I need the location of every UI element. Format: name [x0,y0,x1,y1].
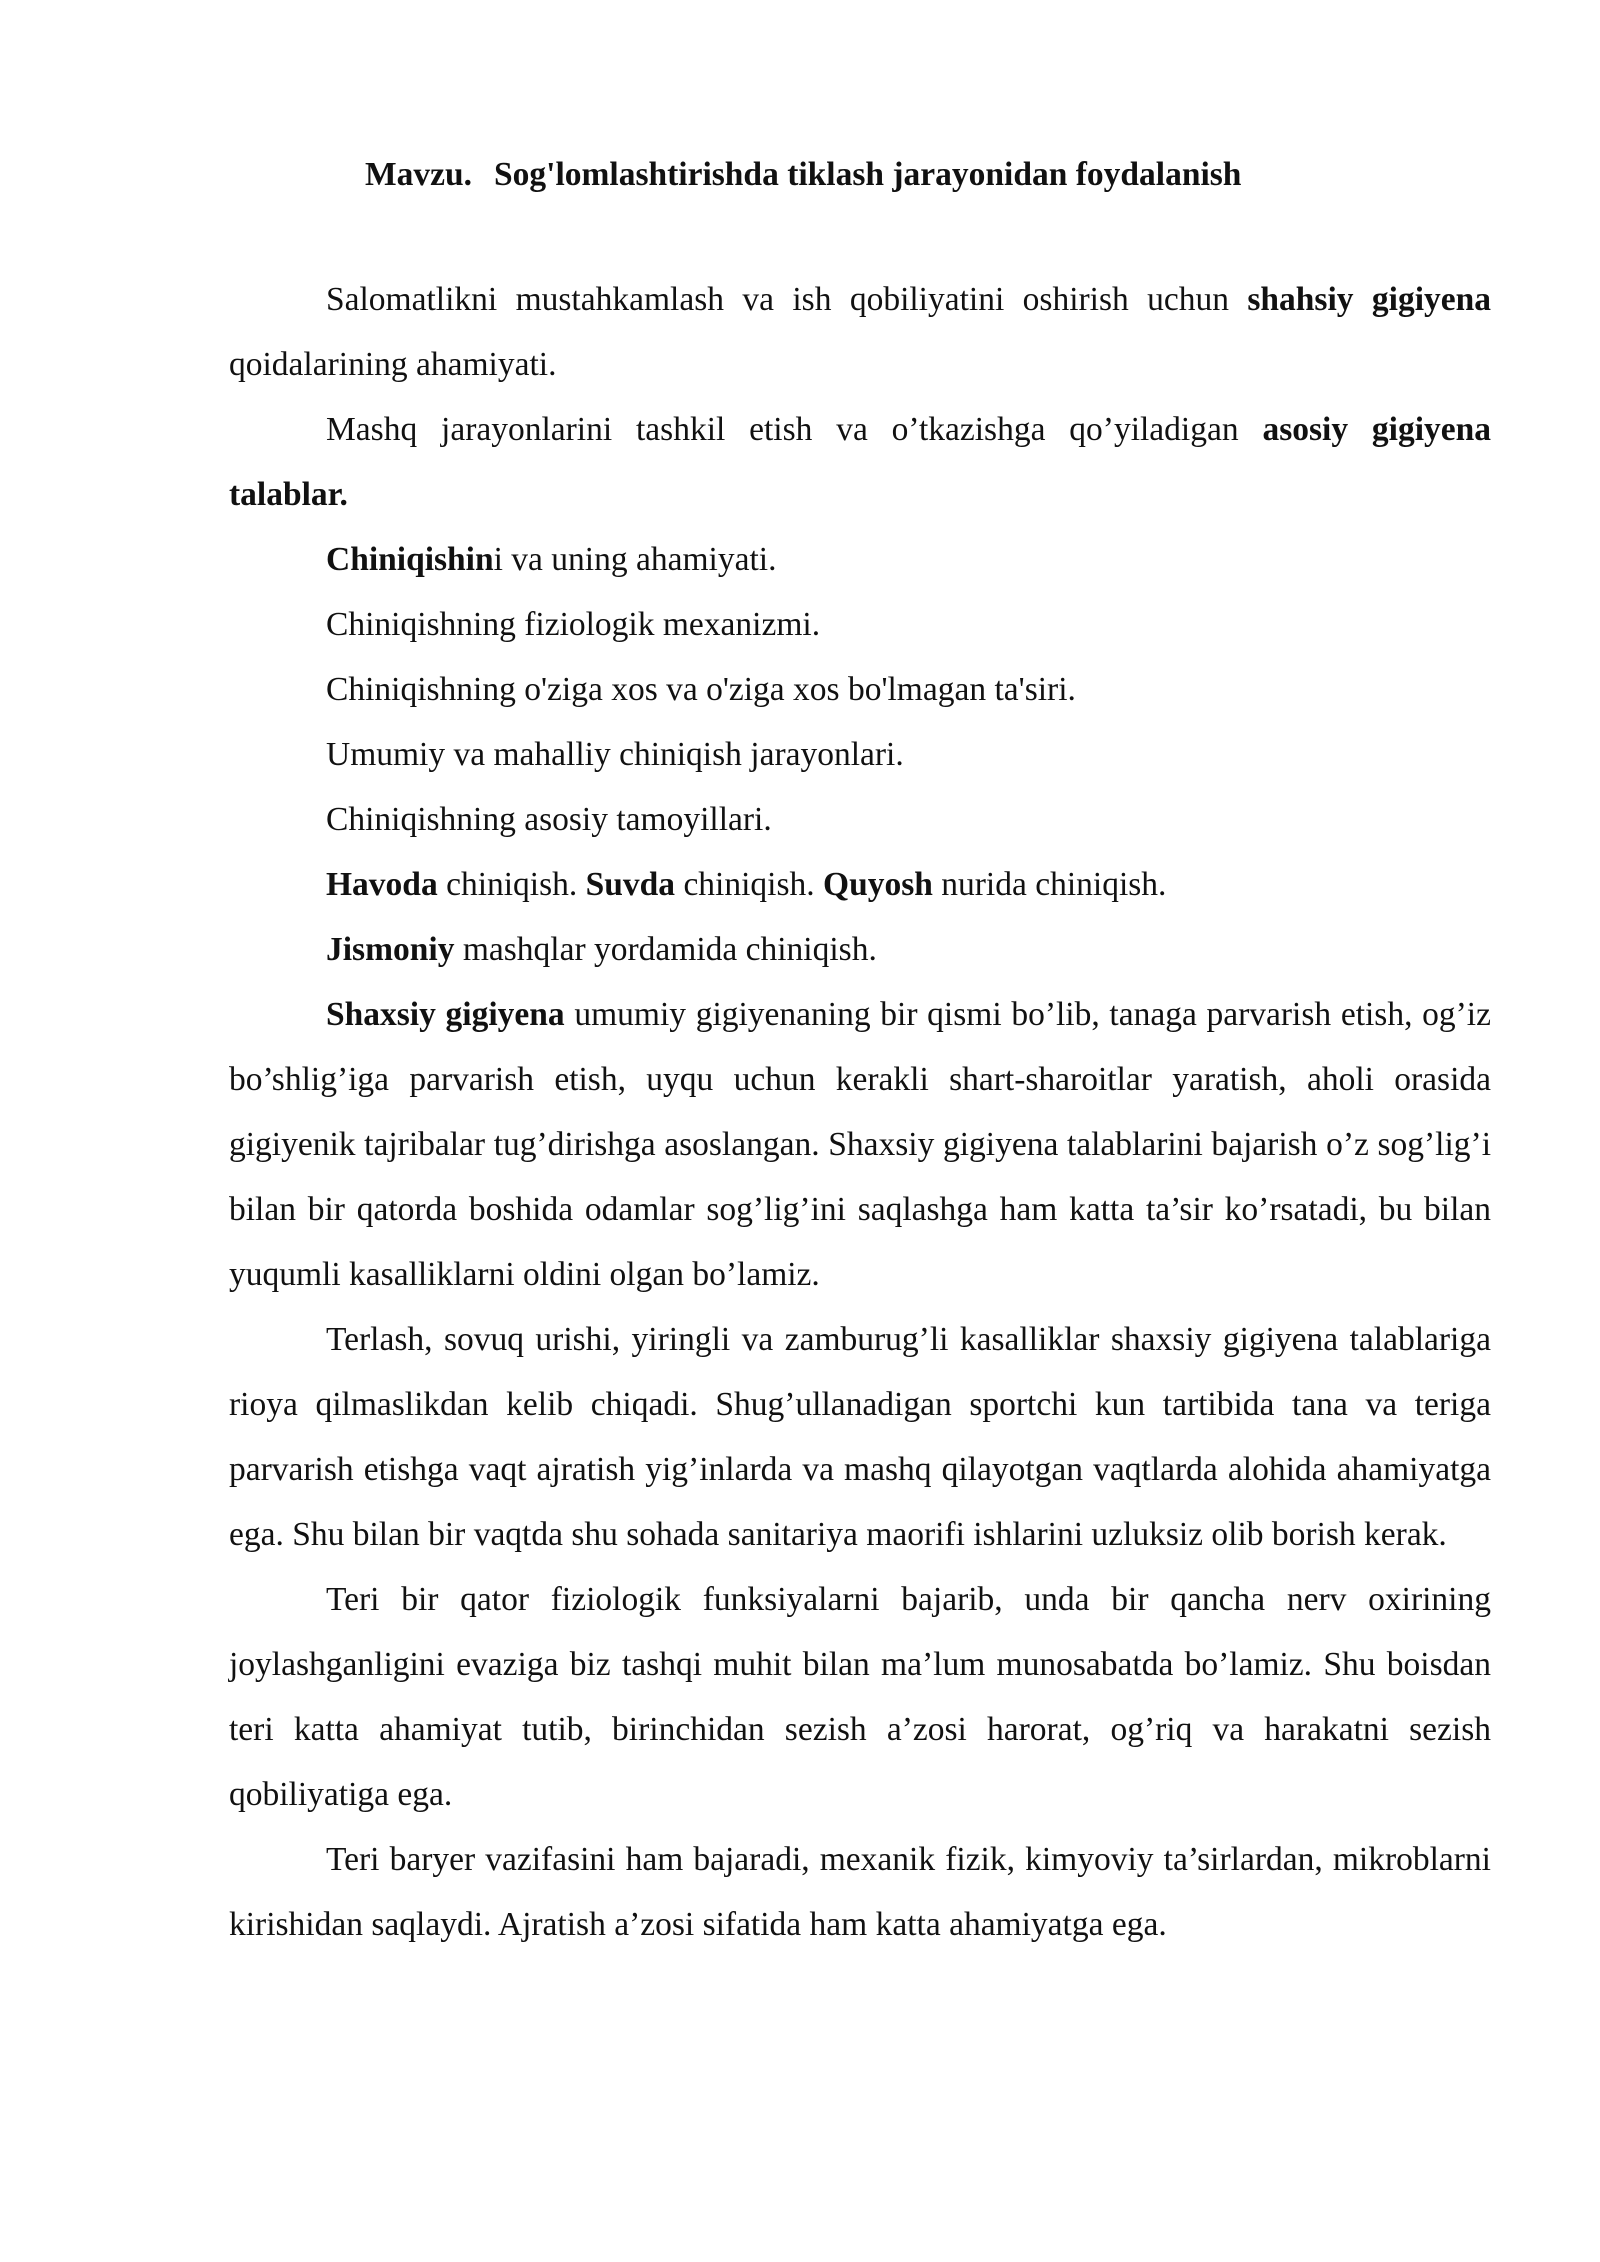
list-item [229,787,1491,852]
list-item-6-bold-b: Suvda [585,866,676,903]
list-item-6-bold-c: Quyosh [823,866,933,903]
document-body [229,148,1491,1957]
intro-1-text-b: qoidalarining ahamiyati. [229,346,557,383]
list-item-5-text: Chiniqishning asosiy tamoyillari. [326,801,772,838]
body-paragraph-2: Terlash, sovuq urishi, yiringli va zamburug’li kasalliklar shaxsiy gigiyena talablariga rioya qilmaslikdan kelib chiqadi. Shug’ullanadigan sportchi kun tartibida tana va teriga parvarish etishga vaqt ajratish yig’inlarda va mashq qilayotgan vaqtlarda alohida ahamiyatga ega. Shu bilan bir vaqtda shu sohada sanitariya maorifi ishlarini uzluksiz olib borish kerak. [229,1321,1491,1553]
intro-1-bold: shahsiy gigiyena [1247,281,1492,318]
intro-paragraph-2 [229,397,1491,527]
list-item-3-text: Chiniqishning o'ziga xos va o'ziga xos bo'lmagan ta'siri. [326,671,1076,708]
paragraph-1-bold: Shaxsiy gigiyena [326,996,565,1033]
intro-2-text-a: Mashq jarayonlarini tashkil etish va o’tkazishga qo’yiladigan [326,411,1263,448]
list-item-7-bold: Jismoniy [326,931,455,968]
document-title [229,148,1491,202]
list-item-1-text: i va uning ahamiyati. [493,541,777,578]
intro-paragraph-1 [229,267,1491,397]
title-prefix: Mavzu. [365,156,472,193]
paragraph-1-text: umumiy gigiyenaning bir qismi bo’lib, tanaga parvarish etish, og’iz bo’shlig’iga parvarish etish, uyqu uchun kerakli shart-sharoitlar yaratish, aholi orasida gigiyenik tajribalar tug’dirishga asoslangan. Shaxsiy gigiyena talablarini bajarish o’z sog’lig’i bilan bir qatorda boshida odamlar sog’lig’ini saqlashga ham katta ta’sir ko’rsatadi, bu bilan yuqumli kasalliklarni oldini olgan bo’lamiz. [229,996,1491,1293]
list-item-6-text-b: chiniqish. [675,866,824,903]
list-item [229,592,1491,657]
list-item-7-text: mashqlar yordamida chiniqish. [454,931,877,968]
list-item-6-text-a: chiniqish. [437,866,586,903]
list-item [229,722,1491,787]
intro-1-text-a: Salomatlikni mustahkamlash va ish qobiliyatini oshirish uchun [326,281,1248,318]
list-item-2-text: Chiniqishning fiziologik mexanizmi. [326,606,821,643]
list-item [229,917,1491,982]
list-item-6-text-c: nurida chiniqish. [932,866,1167,903]
list-item [229,527,1491,592]
list-item-6-bold-a: Havoda [326,866,438,903]
list-item-4-text: Umumiy va mahalliy chiniqish jarayonlari. [326,736,904,773]
list-item [229,657,1491,722]
title-text: Sog'lomlashtirishda tiklash jarayonidan foydalanish [494,156,1242,193]
intro-2-bold: asosiy gigiyena talablar. [229,411,1492,513]
list-item-1-bold: Chiniqishin [326,541,494,578]
body-paragraph-3: Teri bir qator fiziologik funksiyalarni bajarib, unda bir qancha nerv oxirining joylashganligini evaziga biz tashqi muhit bilan ma’lum munosabatda bo’lamiz. Shu boisdan teri katta ahamiyat tutib, birinchidan sezish a’zosi harorat, og’riq va harakatni sezish qobiliyatiga ega. [229,1581,1491,1813]
body-paragraph-1 [229,982,1491,1307]
list-item [229,852,1491,917]
body-paragraph-4: Teri baryer vazifasini ham bajaradi, mexanik fizik, kimyoviy ta’sirlardan, mikroblarni kirishidan saqlaydi. Ajratish a’zosi sifatida ham katta ahamiyatga ega. [229,1841,1491,1943]
